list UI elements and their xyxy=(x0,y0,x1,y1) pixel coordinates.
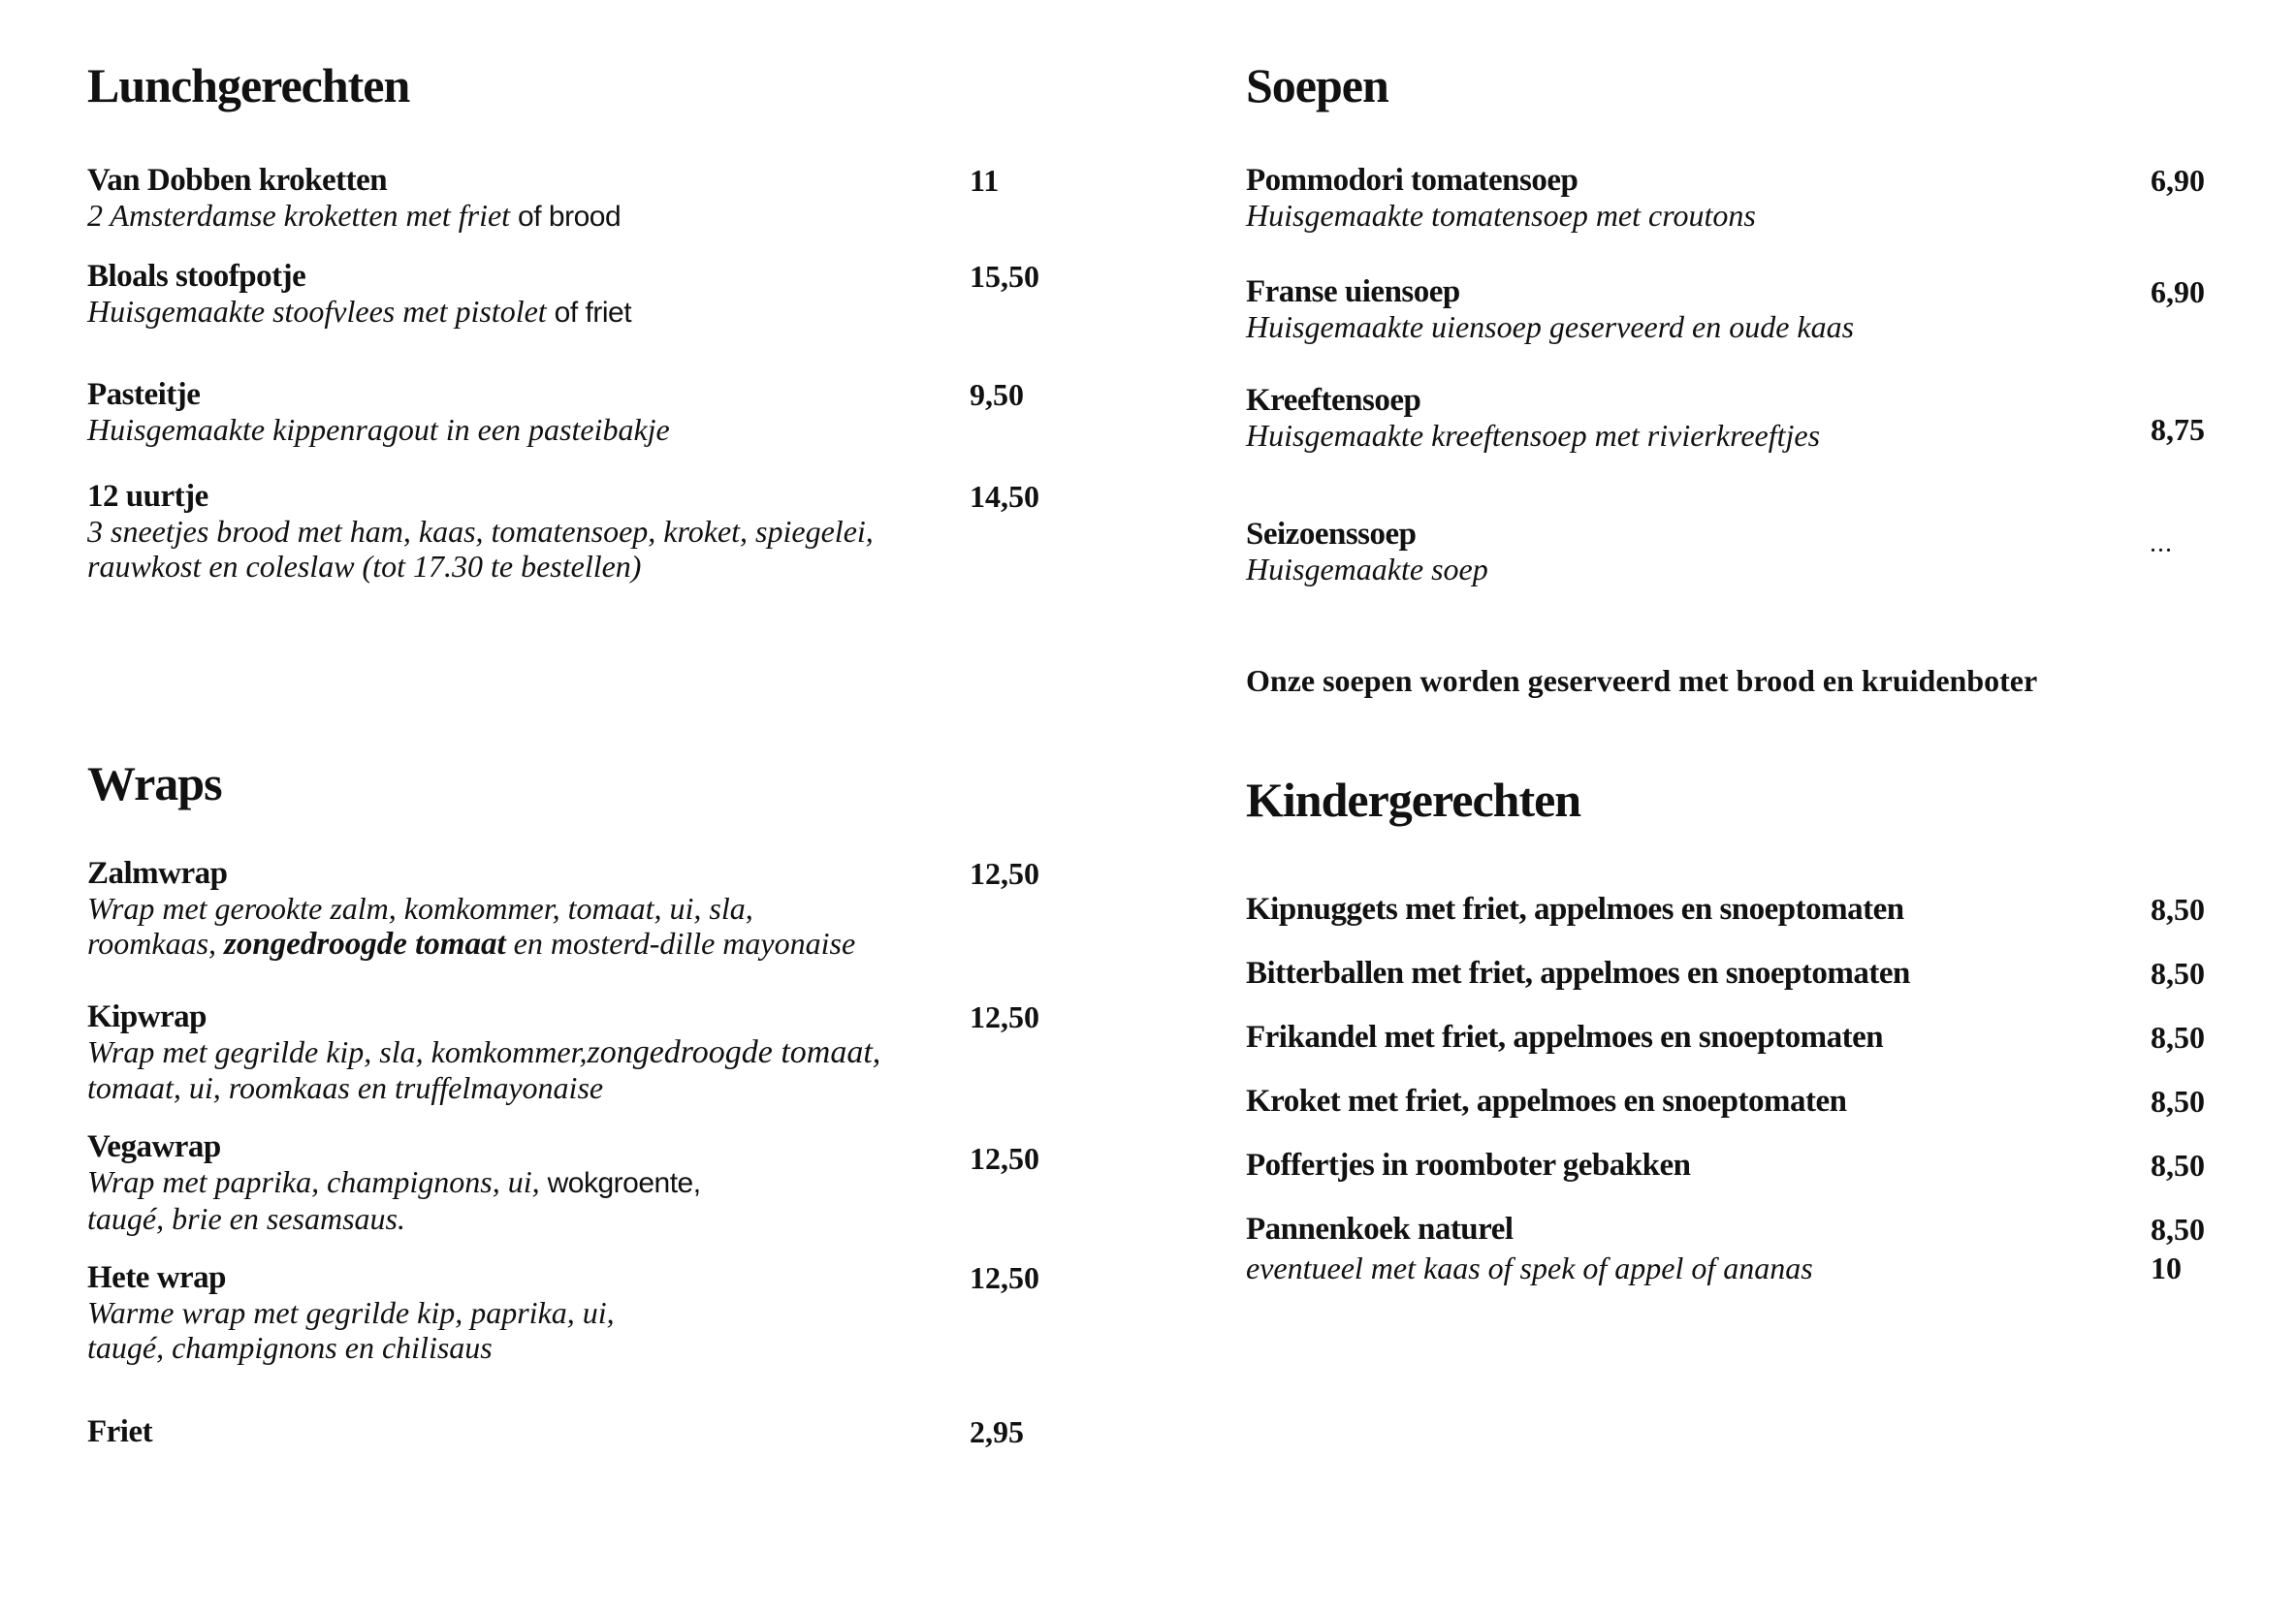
menu-item-price: 15,50 xyxy=(970,259,1039,294)
menu-item-name: Franse uiensoep xyxy=(1246,274,1460,309)
menu-item-description xyxy=(87,1070,1164,1105)
menu-item-description xyxy=(87,926,1164,962)
menu-item-description xyxy=(87,514,1164,549)
menu-item-description xyxy=(87,412,1164,447)
description-segment: of friet xyxy=(554,297,632,329)
menu-item-price: 9,50 xyxy=(970,377,1024,412)
menu-item xyxy=(1246,1084,2296,1119)
section-kindergerechten xyxy=(1246,771,2296,1285)
menu-item xyxy=(87,163,1164,235)
menu-item-name: Bitterballen met friet, appelmoes en snoeptomaten xyxy=(1246,956,1910,991)
description-segment: of brood xyxy=(518,201,622,233)
menu-item-price: 14,50 xyxy=(970,479,1039,514)
menu-item-name: Pasteitje xyxy=(87,377,201,412)
description-segment: Huisgemaakte tomatensoep met croutons xyxy=(1246,198,1756,233)
menu-item xyxy=(1246,1148,2296,1183)
menu-item-price: 12,50 xyxy=(970,1141,1039,1176)
menu-item-price: 8,50 xyxy=(2151,1212,2205,1247)
description-segment: taugé, brie en sesamsaus. xyxy=(87,1201,405,1236)
menu-item-description xyxy=(1246,1251,2296,1285)
section-wraps xyxy=(87,754,1164,1449)
menu-item xyxy=(1246,163,2296,233)
menu-item-price-alt: 10 xyxy=(2151,1251,2182,1285)
menu-item xyxy=(87,377,1164,447)
menu-item-name: Kroket met friet, appelmoes en snoeptomaten xyxy=(1246,1084,1847,1119)
menu-item-description xyxy=(87,1330,1164,1365)
soepen-items xyxy=(1246,163,2296,586)
section-title-kindergerechten: Kindergerechten xyxy=(1246,773,1581,827)
description-segment: Warme wrap met gegrilde kip, paprika, ui, xyxy=(87,1295,615,1330)
menu-item-price: 11 xyxy=(970,163,1000,198)
menu-item-description xyxy=(1246,309,2296,344)
menu-item-name: Friet xyxy=(87,1414,153,1449)
menu-item-price: 8,50 xyxy=(2151,1148,2205,1183)
section-lunchgerechten xyxy=(87,56,1164,584)
menu-item xyxy=(87,856,1164,962)
description-segment: zongedroogde tomaat xyxy=(224,927,506,962)
menu-item-price: 12,50 xyxy=(970,999,1039,1034)
description-segment: Huisgemaakte stoofvlees met pistolet xyxy=(87,294,555,329)
section-title-lunchgerechten: Lunchgerechten xyxy=(87,58,410,112)
menu-item-price: 8,75 xyxy=(2151,412,2205,447)
section-soepen xyxy=(1246,56,2296,699)
menu-item-description xyxy=(87,1201,1164,1236)
menu-item xyxy=(1246,517,2296,586)
menu-item xyxy=(1246,1212,2296,1285)
menu-item-name: Kipnuggets met friet, appelmoes en snoeptomaten xyxy=(1246,892,1904,927)
menu-item-description xyxy=(1246,198,2296,233)
menu-item-description xyxy=(87,1034,1164,1070)
lunch-items xyxy=(87,163,1164,584)
description-segment: Huisgemaakte kreeftensoep met rivierkreeftjes xyxy=(1246,418,1821,453)
description-segment: wokgroente, xyxy=(547,1167,701,1199)
menu-item-name: Zalmwrap xyxy=(87,856,228,891)
wraps-items xyxy=(87,856,1164,1449)
menu-item-name: Seizoenssoep xyxy=(1246,517,1417,552)
menu-item-name: Hete wrap xyxy=(87,1260,227,1295)
menu-item-price: 8,50 xyxy=(2151,892,2205,927)
menu-item-name: Kipwrap xyxy=(87,999,207,1034)
menu-item-price: 2,95 xyxy=(970,1414,1024,1449)
menu-item xyxy=(1246,383,2296,453)
menu-item xyxy=(1246,1020,2296,1055)
description-segment: Huisgemaakte kippenragout in een pasteibakje xyxy=(87,412,670,447)
menu-item-price: 6,90 xyxy=(2151,274,2205,309)
menu-item xyxy=(87,999,1164,1105)
menu-item-price: 12,50 xyxy=(970,856,1039,891)
description-segment: tomaat, ui, roomkaas en truffelmayonaise xyxy=(87,1070,604,1105)
menu-item-description xyxy=(87,1295,1164,1330)
menu-item-description xyxy=(87,198,1164,235)
description-segment: Wrap met gerookte zalm, komkommer, tomaat, ui, sla, xyxy=(87,891,753,926)
section-title-wraps: Wraps xyxy=(87,756,222,810)
menu-item-price: 6,90 xyxy=(2151,163,2205,198)
menu-item-name: Frikandel met friet, appelmoes en snoeptomaten xyxy=(1246,1020,1884,1055)
menu-item-name: 12 uurtje xyxy=(87,479,208,514)
menu-item xyxy=(87,1414,1164,1449)
menu-item-description xyxy=(1246,418,2296,453)
description-segment: Huisgemaakte uiensoep geserveerd en oude kaas xyxy=(1246,309,1855,344)
description-segment: Huisgemaakte soep xyxy=(1246,552,1488,586)
section-title-soepen: Soepen xyxy=(1246,58,1388,112)
menu-item xyxy=(87,1260,1164,1365)
description-segment: 3 sneetjes brood met ham, kaas, tomatensoep, kroket, spiegelei, xyxy=(87,514,874,549)
menu-item xyxy=(87,1129,1164,1236)
menu-item-name: Pannenkoek naturel xyxy=(1246,1212,1514,1247)
description-segment: rauwkost en coleslaw (tot 17.30 te bestellen) xyxy=(87,549,642,584)
menu-item-price: 8,50 xyxy=(2151,956,2205,991)
menu-item xyxy=(1246,274,2296,344)
menu-item xyxy=(1246,956,2296,991)
menu-item-description xyxy=(87,549,1164,584)
description-segment: 2 Amsterdamse kroketten met friet xyxy=(87,198,519,233)
description-segment: eventueel met kaas of spek of appel of ananas xyxy=(1246,1251,1813,1285)
menu-item-price: 8,50 xyxy=(2151,1084,2205,1119)
menu-item xyxy=(87,479,1164,584)
menu-item xyxy=(1246,892,2296,927)
menu-item-name: Van Dobben kroketten xyxy=(87,163,388,198)
menu-item-description xyxy=(87,891,1164,926)
menu-item-description xyxy=(87,294,1164,331)
menu-item xyxy=(87,259,1164,331)
menu-item-name: Pommodori tomatensoep xyxy=(1246,163,1578,198)
description-segment: Wrap met paprika, champignons, ui, xyxy=(87,1164,548,1199)
kinder-items xyxy=(1246,892,2296,1285)
soepen-note: Onze soepen worden geserveerd met brood en kruidenboter xyxy=(1246,663,2038,698)
description-segment: taugé, champignons en chilisaus xyxy=(87,1330,493,1365)
menu-item-price: ... xyxy=(2151,535,2174,556)
menu-item-price: 8,50 xyxy=(2151,1020,2205,1055)
menu-item-description xyxy=(1246,552,2296,586)
description-segment: en mosterd-dille mayonaise xyxy=(505,926,856,961)
description-segment: roomkaas, xyxy=(87,926,225,961)
menu-item-name: Vegawrap xyxy=(87,1129,221,1164)
menu-item-name: Bloals stoofpotje xyxy=(87,259,306,294)
menu-item-name: Poffertjes in roomboter gebakken xyxy=(1246,1148,1691,1183)
description-segment: zongedroogde tomaat, xyxy=(587,1034,881,1070)
menu-item-price: 12,50 xyxy=(970,1260,1039,1295)
description-segment: Wrap met gegrilde kip, sla, komkommer, xyxy=(87,1034,588,1069)
menu-item-name: Kreeftensoep xyxy=(1246,383,1421,418)
